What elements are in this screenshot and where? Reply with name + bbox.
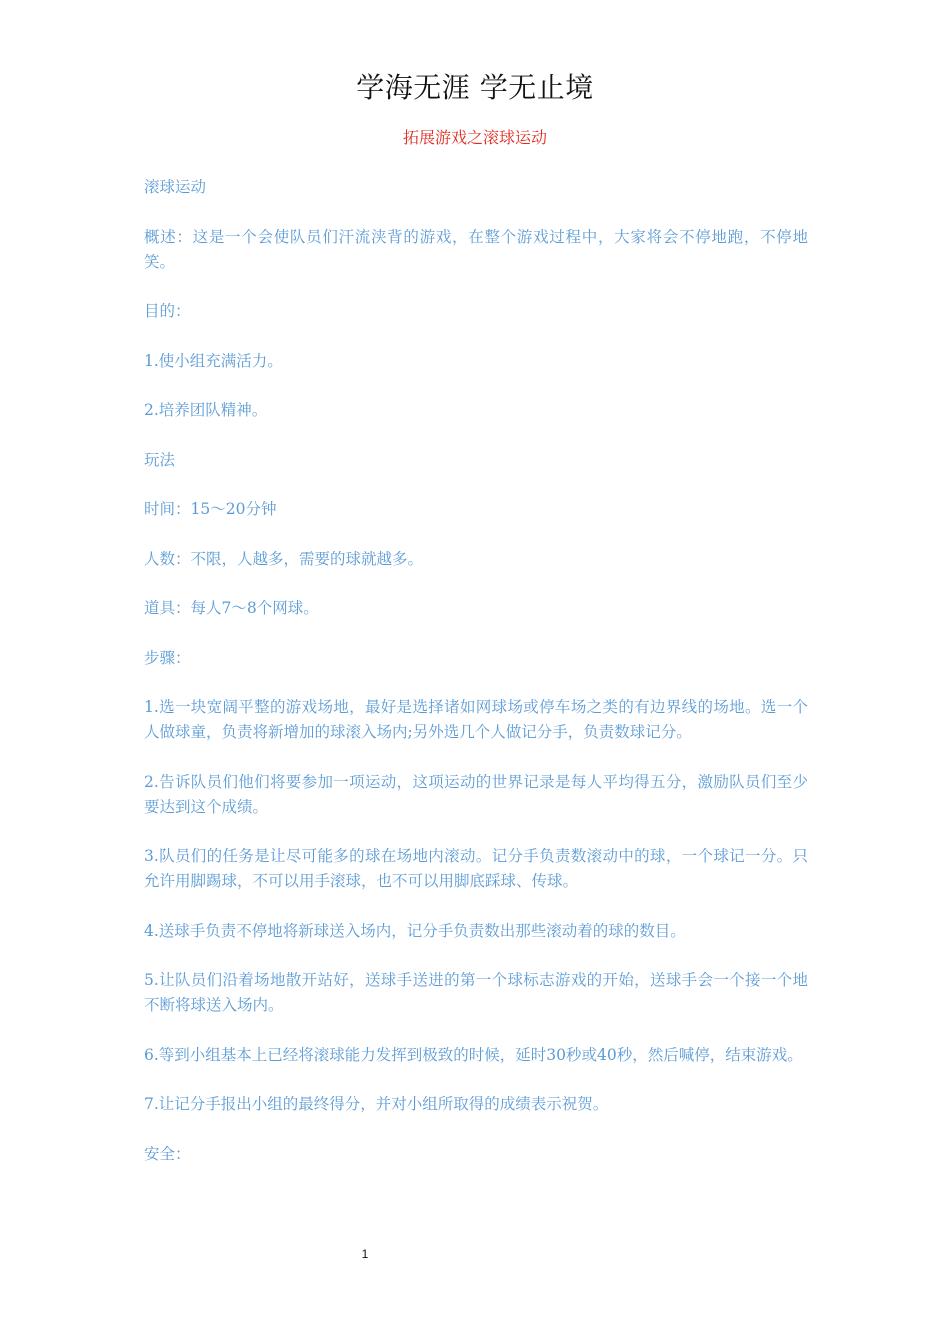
header-title: 学海无涯 学无止境 [356, 71, 594, 104]
time-info: 时间：15～20分钟 [144, 500, 277, 518]
purpose-item: 2.培养团队精神。 [144, 401, 268, 419]
props-info: 道具：每人7～8个网球。 [144, 599, 319, 617]
step-item: 7.让记分手报出小组的最终得分，并对小组所取得的成绩表示祝贺。 [144, 1095, 609, 1113]
step-item: 1.选一块宽阔平整的游戏场地，最好是选择诸如网球场或停车场之类的有边界线的场地。选一个人做球童，负责将新增加的球滚入场内;另外选几个人做记分手，负责数球记分。 [144, 698, 808, 741]
people-info: 人数：不限，人越多，需要的球就越多。 [144, 549, 424, 568]
step-item: 4.送球手负责不停地将新球送入场内，记分手负责数出那些滚动着的球的数目。 [144, 921, 686, 940]
step-item: 3.队员们的任务是让尽可能多的球在场地内滚动。记分手负责数滚动中的球，一个球记一分。只允许用脚踢球，不可以用手滚球，也不可以用脚底踩球、传球。 [144, 847, 808, 890]
steps-heading: 步骤： [144, 648, 191, 667]
step-item: 6.等到小组基本上已经将滚球能力发挥到极致的时候，延时30秒或40秒，然后喊停，结束游戏。 [144, 1045, 803, 1064]
overview-paragraph: 概述：这是一个会使队员们汗流浃背的游戏，在整个游戏过程中，大家将会不停地跑，不停地笑。 [144, 227, 808, 271]
step-item: 5.让队员们沿着场地散开站好，送球手送进的第一个球标志游戏的开始，送球手会一个接一个地不断将球送入场内。 [144, 971, 808, 1014]
section-heading-rolling-ball: 滚球运动 [144, 178, 207, 196]
safety-heading: 安全： [144, 1144, 191, 1163]
step-item: 2.告诉队员们他们将要参加一项运动，这项运动的世界记录是每人平均得五分，激励队员们至少要达到这个成绩。 [144, 772, 808, 816]
document-body [144, 175, 808, 1191]
document-subtitle: 拓展游戏之滚球运动 [402, 128, 547, 147]
purpose-item: 1.使小组充满活力。 [144, 351, 283, 370]
howto-heading: 玩法 [144, 450, 176, 469]
page-number: 1 [361, 1247, 369, 1261]
purpose-heading: 目的： [144, 302, 191, 320]
